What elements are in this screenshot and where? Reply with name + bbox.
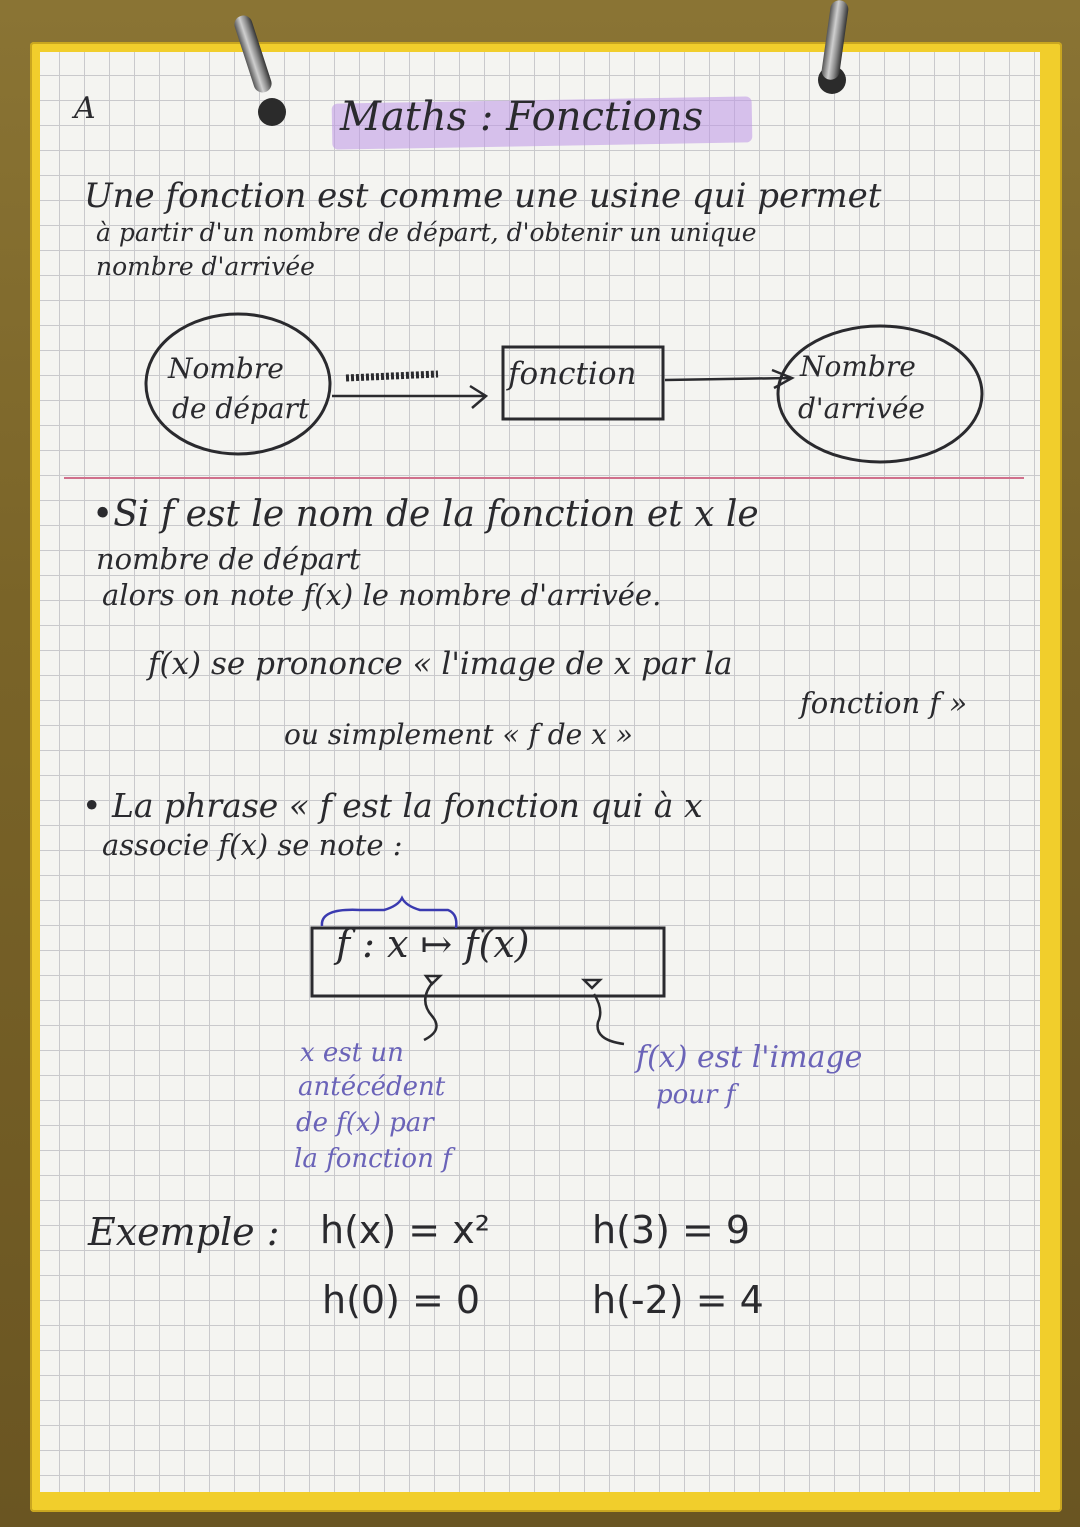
end-node-label-1: Nombre [800, 350, 916, 383]
arrow-start-to-function [332, 386, 486, 408]
start-node-label-2: de départ [172, 392, 310, 425]
intro-line-2: à partir d'un nombre de départ, d'obtenir un unique [96, 218, 757, 247]
arrow-antecedent [424, 976, 440, 1040]
page-title: Maths : Fonctions [340, 94, 704, 140]
example-label: Exemple : [88, 1210, 280, 1254]
end-node-label-2: d'arrivée [798, 392, 925, 425]
antecedent-note-1: x est un [300, 1038, 404, 1068]
image-note-1: f(x) est l'image [636, 1040, 863, 1075]
scribble-mark [346, 374, 438, 378]
image-note-2: pour f [656, 1080, 736, 1110]
phrase-line-1: • La phrase « f est la fonction qui à x [82, 786, 703, 825]
corner-mark: A [74, 91, 96, 126]
pronunciation-line-1: f(x) se prononce « l'image de x par la [148, 646, 733, 682]
intro-line-1: Une fonction est comme une usine qui permet [84, 176, 882, 216]
antecedent-note-2: antécédent [298, 1072, 446, 1102]
start-node-label-1: Nombre [168, 352, 284, 385]
pronunciation-line-3: ou simplement « f de x » [284, 718, 633, 751]
example-definition: h(x) = x² [320, 1208, 490, 1252]
arrow-function-to-end [665, 370, 792, 388]
notation-rule-line-3: alors on note f(x) le nombre d'arrivée. [102, 578, 662, 612]
antecedent-note-3: de f(x) par [296, 1108, 434, 1138]
notation-rule-line-1: •Si f est le nom de la fonction et x le [92, 494, 759, 535]
arrow-image [584, 980, 624, 1044]
example-h-of-3: h(3) = 9 [592, 1208, 751, 1252]
example-h-of-0: h(0) = 0 [322, 1278, 481, 1322]
pronunciation-line-2: fonction f » [800, 686, 968, 720]
notation-rule-line-2: nombre de départ [96, 542, 361, 576]
function-node-label: fonction [508, 356, 637, 392]
intro-line-3: nombre d'arrivée [96, 252, 315, 281]
antecedent-note-4: la fonction f [294, 1144, 452, 1174]
function-notation: f : x ↦ f(x) [336, 922, 530, 966]
example-h-of-minus-2: h(-2) = 4 [592, 1278, 764, 1322]
phrase-line-2: associe f(x) se note : [102, 828, 403, 862]
